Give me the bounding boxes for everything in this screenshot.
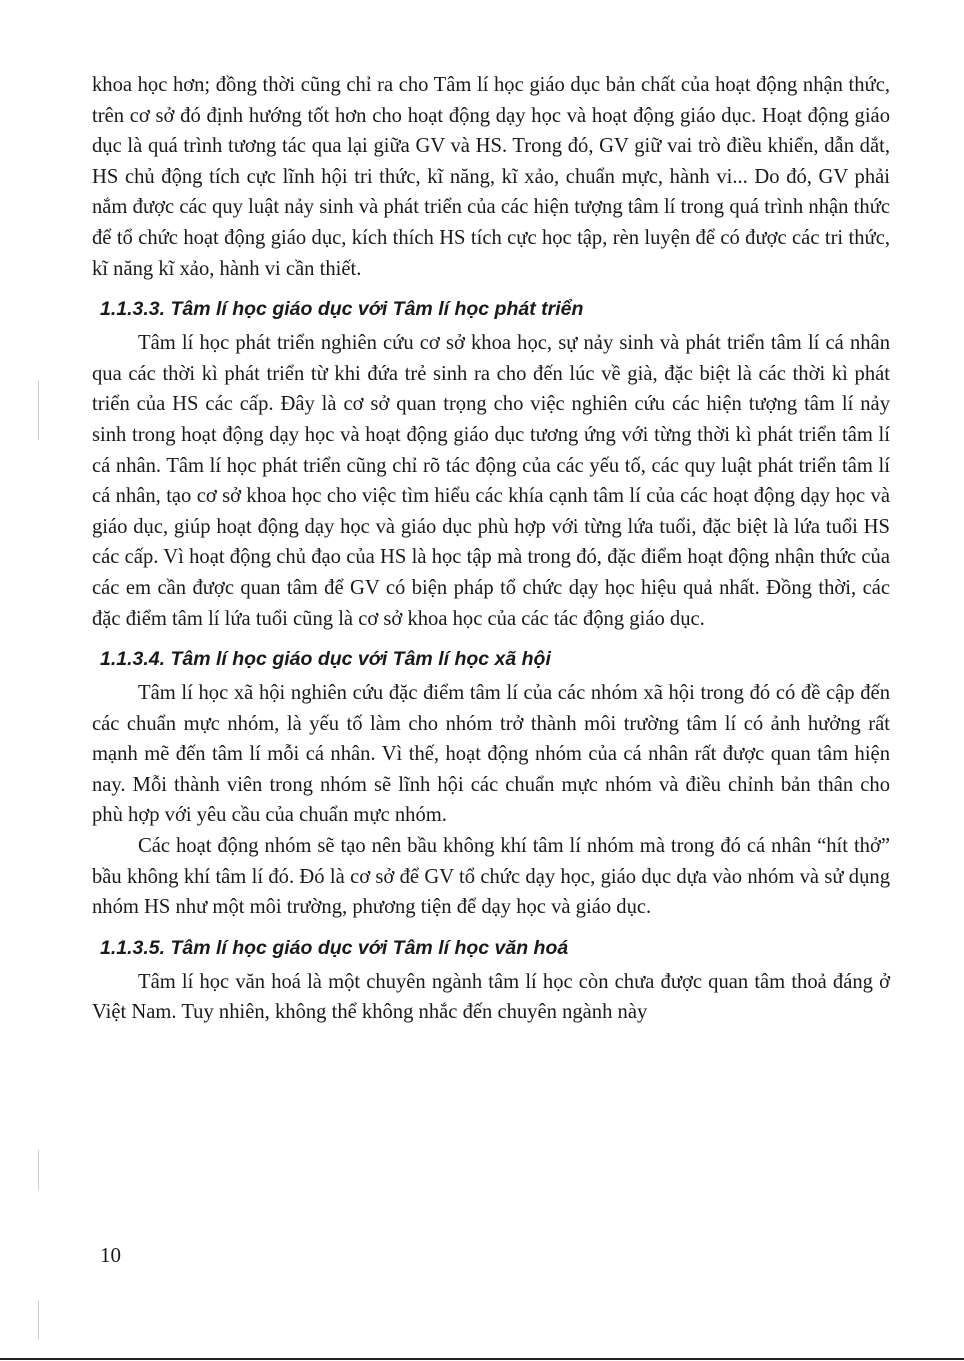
paragraph-social-psychology: Tâm lí học xã hội nghiên cứu đặc điểm tâm lí của các nhóm xã hội trong đó có đề cập đến các chuẩn mực nhóm, là yếu tố làm cho nhóm trở thành môi trường tâm lí có ảnh hưởng rất mạnh mẽ đến tâm lí mỗi cá nhân. Vì thế, hoạt động nhóm của cá nhân rất được quan tâm hiện nay. Mỗi thành viên trong nhóm sẽ lĩnh hội các chuẩn mực nhóm và điều chỉnh bản thân cho phù hợp với yêu cầu của chuẩn mực nhóm. xyxy=(92,682,890,827)
page-body xyxy=(92,70,890,1028)
paragraph-cultural-psychology: Tâm lí học văn hoá là một chuyên ngành tâm lí học còn chưa được quan tâm thoả đáng ở Việt Nam. Tuy nhiên, không thể không nhắc đến chuyên ngành này xyxy=(92,970,890,1024)
section-heading-1-1-3-3: 1.1.3.3. Tâm lí học giáo dục với Tâm lí học phát triển xyxy=(100,298,584,321)
paragraph-continuation: khoa học hơn; đồng thời cũng chỉ ra cho Tâm lí học giáo dục bản chất của hoạt động nhận thức, trên cơ sở đó định hướng tốt hơn cho hoạt động dạy học và hoạt động giáo dục. Hoạt động giáo dục là quá trình tương tác qua lại giữa GV và HS. Trong đó, GV giữ vai trò điều khiển, dẫn dắt, HS chủ động tích cực lĩnh hội tri thức, kĩ năng, kĩ xảo, chuẩn mực, hành vi... Do đó, GV phải nắm được các quy luật nảy sinh và phát triển của các hiện tượng tâm lí trong quá trình nhận thức để tổ chức hoạt động giáo dục, kích thích HS tích cực học tập, rèn luyện để có được các tri thức, kĩ năng kĩ xảo, hành vi cần thiết. xyxy=(92,74,890,280)
paragraph-developmental-psychology: Tâm lí học phát triển nghiên cứu cơ sở khoa học, sự nảy sinh và phát triển tâm lí cá nhân qua các thời kì phát triển từ khi đứa trẻ sinh ra cho đến lúc về già, đặc biệt là các thời kì phát triển của HS các cấp. Đây là cơ sở quan trọng cho việc nghiên cứu các hiện tượng tâm lí nảy sinh trong hoạt động dạy học và hoạt động giáo dục tương ứng với từng thời kì phát triển tâm lí cá nhân. Tâm lí học phát triển cũng chỉ rõ tác động của các yếu tố, các quy luật phát triển tâm lí cá nhân, tạo cơ sở khoa học cho việc tìm hiểu các khía cạnh tâm lí của các hoạt động dạy học và giáo dục, giúp hoạt động dạy học và giáo dục phù hợp với từng lứa tuổi, đặc biệt là lứa tuổi HS các cấp. Vì hoạt động chủ đạo của HS là học tập mà trong đó, đặc điểm hoạt động nhận thức của các em cần được quan tâm để GV có biện pháp tổ chức dạy học hiệu quả nhất. Đồng thời, các đặc điểm tâm lí lứa tuổi cũng là cơ sở khoa học của các tác động giáo dục. xyxy=(92,332,890,630)
scan-edge-mark xyxy=(38,1150,39,1190)
section-heading-1-1-3-4: 1.1.3.4. Tâm lí học giáo dục với Tâm lí học xã hội xyxy=(100,648,551,671)
bottom-rule xyxy=(0,1358,964,1360)
section-heading-1-1-3-5: 1.1.3.5. Tâm lí học giáo dục với Tâm lí học văn hoá xyxy=(100,936,569,959)
page-number: 10 xyxy=(100,1243,121,1267)
scan-edge-mark xyxy=(38,1300,39,1340)
scan-edge-mark xyxy=(38,380,39,440)
paragraph-group-activities: Các hoạt động nhóm sẽ tạo nên bầu không khí tâm lí nhóm mà trong đó cá nhân “hít thở” bầu không khí tâm lí đó. Đó là cơ sở để GV tổ chức dạy học, giáo dục dựa vào nhóm và sử dụng nhóm HS như một môi trường, phương tiện để dạy học và giáo dục. xyxy=(92,835,890,919)
